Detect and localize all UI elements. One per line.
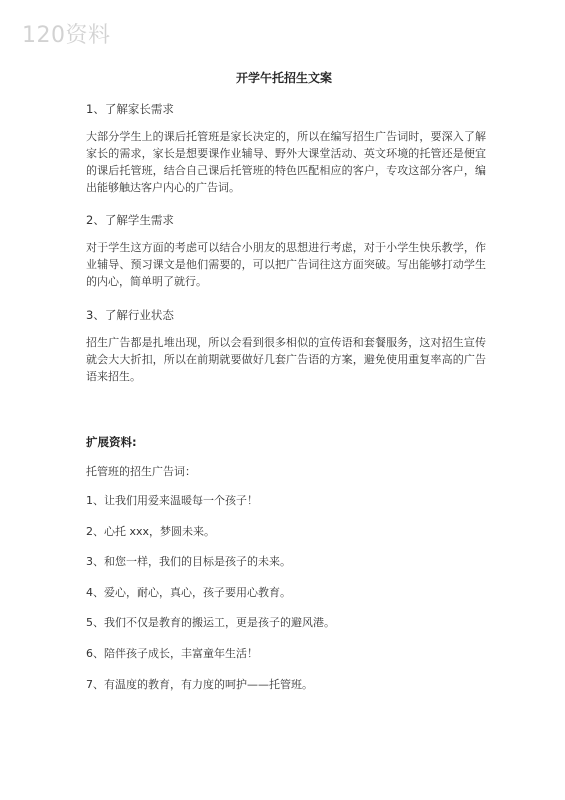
section-body-1: 大部分学生上的课后托管班是家长决定的，所以在编写招生广告词时，要深入了解家长的需求，家长是想要课作业辅导、野外大课堂活动、英文环境的托管还是便宜的课后托管班，结合自己课后托管班的特色匹配相应的客户，专攻这部分客户，编出能够触达客户内心的广告词。 xyxy=(86,130,486,194)
slogan-item: 3、和您一样，我们的目标是孩子的未来。 xyxy=(86,555,291,568)
section-body-2: 对于学生这方面的考虑可以结合小朋友的思想进行考虑，对于小学生快乐教学，作业辅导、预习课文是他们需要的，可以把广告词往这方面突破。写出能够打动学生的内心，简单明了就行。 xyxy=(86,241,486,288)
extended-intro: 托管班的招生广告词： xyxy=(86,465,196,478)
slogan-item: 4、爱心，耐心，真心，孩子要用心教育。 xyxy=(86,586,291,599)
slogan-item: 1、让我们用爱来温暖每一个孩子！ xyxy=(86,494,258,507)
section-body-3: 招生广告都是扎堆出现，所以会看到很多相似的宣传语和套餐服务，这对招生宣传就会大大折扣，所以在前期就要做好几套广告语的方案，避免使用重复率高的广告语来招生。 xyxy=(86,336,486,383)
slogan-item: 7、有温度的教育，有力度的呵护——托管班。 xyxy=(86,678,313,691)
extended-heading: 扩展资料: xyxy=(86,435,137,449)
section-heading-2: 2、了解学生需求 xyxy=(86,213,174,227)
section-heading-3: 3、了解行业状态 xyxy=(86,308,174,322)
slogan-item: 6、陪伴孩子成长，丰富童年生活！ xyxy=(86,647,258,660)
document-title: 开学午托招生文案 xyxy=(236,71,333,85)
slogan-item: 2、心托 xxx，梦圆未来。 xyxy=(86,525,216,538)
slogan-item: 5、我们不仅是教育的搬运工，更是孩子的避风港。 xyxy=(86,616,335,629)
watermark: 120资料 xyxy=(22,23,111,48)
section-heading-1: 1、了解家长需求 xyxy=(86,102,174,116)
